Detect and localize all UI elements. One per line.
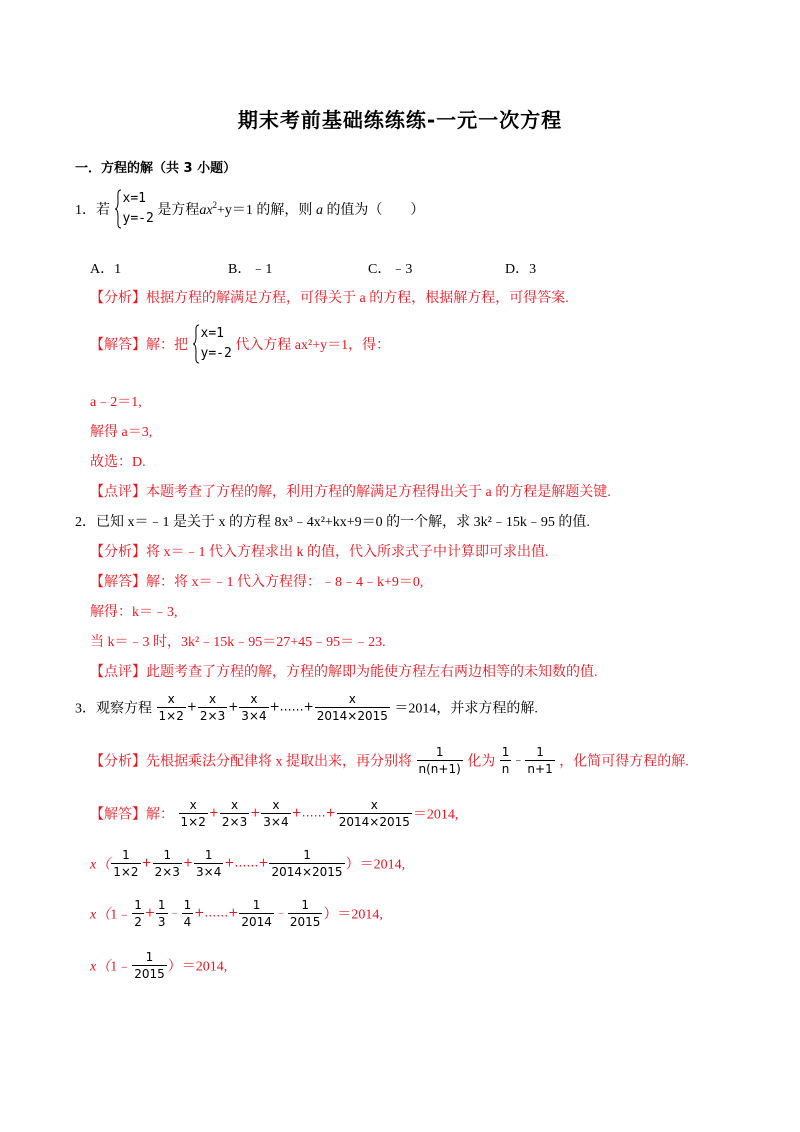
option-a: A．1 (90, 262, 122, 277)
frac-num: 1 (204, 848, 213, 862)
frac-den: 2014×2015 (338, 815, 410, 829)
frac-num: 1 (134, 898, 142, 912)
minus: ﹣ (274, 905, 287, 920)
frac-den: 2014 (241, 915, 272, 929)
frac-den: 2014×2015 (271, 865, 343, 879)
q3-line4 (90, 950, 227, 981)
frac-num: x (348, 692, 356, 706)
q3-solution: 【解答】解： $\frac{x}{1\times 2}$ + $\frac{x}{2\times 3}$ + $\frac{x}{3\times 4}$ +……+ $\frac{x}{2014\times 2015}$ ＝2014, (90, 798, 459, 829)
one-minus: 1﹣ (110, 907, 132, 923)
frac-num: 1 (252, 898, 261, 912)
ellipsis: +……+ (291, 805, 336, 820)
eq-tail: ＝2014, (412, 807, 459, 823)
fraction (132, 898, 144, 929)
frac-den: 2015 (134, 967, 165, 981)
frac-den: 1×2 (113, 865, 139, 879)
q1-solution (90, 324, 390, 364)
system-row-y: y=-2 (200, 346, 232, 361)
fraction (194, 848, 223, 879)
frac-den: 2×3 (221, 815, 248, 829)
fraction (417, 745, 463, 776)
system-row-y: y=-2 (122, 211, 154, 226)
question-2: 2．已知 x＝﹣1 是关于 x 的方程 8x³﹣4x²+kx+9＝0 的一个解，求 3k²﹣15k﹣95 的值. (75, 515, 590, 530)
fraction (261, 798, 290, 829)
q2-solution: 【解答】解：将 x＝﹣1 代入方程得：﹣8﹣4﹣k+9＝0, (90, 575, 424, 590)
frac-num: 1 (145, 950, 154, 964)
fraction (269, 848, 344, 879)
ellipsis: +……+ (224, 855, 269, 870)
option-c: C．﹣3 (368, 262, 413, 277)
fraction (239, 898, 274, 929)
x-close: ）＝2014, (323, 907, 383, 923)
frac-num: x (189, 798, 197, 812)
x-open: x（ (90, 907, 111, 923)
q3-analysis-b: 化为 (467, 754, 496, 770)
frac-den: 3×4 (241, 709, 267, 723)
fraction (132, 950, 167, 981)
frac-num: x (250, 692, 258, 706)
frac-den: 2×3 (199, 709, 226, 723)
frac-num: 1 (163, 848, 172, 862)
x-close: ）＝2014, (167, 959, 228, 975)
fraction (179, 798, 208, 829)
q1-line3: 故选：D. (90, 455, 146, 470)
frac-den: n(n+1) (418, 762, 461, 776)
frac-den: 2×3 (154, 865, 180, 879)
q3-analysis (90, 745, 689, 776)
q1-sol-suffix: 代入方程 ax²+y＝1，得： (235, 338, 391, 353)
frac-num: x (272, 798, 280, 812)
frac-den: 2014×2015 (316, 709, 388, 723)
fraction (288, 898, 323, 929)
system-row-x: x=1 (122, 191, 146, 206)
fraction (111, 848, 140, 879)
frac-num: 1 (122, 848, 130, 862)
q1-number: 1．若 (75, 203, 110, 218)
frac-num: 1 (183, 898, 192, 912)
q1-comment: 【点评】本题考查了方程的解，利用方程的解满足方程得出关于 a 的方程是解题关键. (90, 485, 611, 500)
frac-den: 2015 (289, 915, 321, 929)
ellipsis: +……+ (194, 905, 239, 920)
q3-line3: x（1﹣ $\frac{1}{2}$ + $\frac{1}{3}$ ﹣ $\frac{1}{4}$ +……+ $\frac{1}{2014}$ ﹣ $\frac{1}{2015}$ ）＝2014, (90, 898, 383, 929)
q3-line2: x（ $\frac{1}{1\times 2}$ + $\frac{1}{2\times 3}$ + $\frac{1}{3\times 4}$ +……+ $\frac{1}{2014\times 2015}$ ）＝2014, (90, 848, 406, 879)
q1-tail: 的值为（ ） (326, 203, 425, 218)
fraction (239, 692, 268, 723)
question-3: 3．观察方程 $\frac{x}{1\times 2}$ + $\frac{x}{2\times 3}$ + $\frac{x}{3\times 4}$ +……+ $\frac{x}{2014\times 2015}$ ＝2014，并求方程的解. (75, 692, 538, 723)
q1-line2: 解得 a＝3, (90, 425, 153, 440)
fraction (157, 692, 186, 723)
ellipsis: +……+ (269, 699, 314, 714)
q2-line1: 解得：k＝﹣3, (90, 605, 178, 620)
frac-den: 3×4 (263, 815, 289, 829)
fraction (525, 745, 554, 776)
option-d: D．3 (505, 262, 537, 277)
frac-num: 1 (301, 898, 309, 912)
q1-eq2: +y＝1 的解，则 (217, 203, 313, 218)
frac-num: x (370, 798, 378, 812)
q1-var: a (315, 203, 323, 218)
q1-analysis: 【分析】根据方程的解满足方程，可得关于 a 的方程，根据解方程，可得答案. (90, 291, 569, 306)
brace-icon (192, 324, 199, 364)
page-title: 期末考前基础练练练-一元一次方程 (237, 108, 563, 132)
frac-den: 3×4 (196, 865, 222, 879)
frac-num: x (167, 692, 175, 706)
system-row-x: x=1 (200, 326, 224, 341)
q1-text: 是方程 (157, 203, 200, 218)
q1-line1: a﹣2＝1, (90, 395, 142, 410)
q1-eq: ax (199, 203, 213, 218)
q3-sol-prefix: 【解答】解： (90, 807, 174, 823)
q2-analysis: 【分析】将 x＝﹣1 代入方程求出 k 的值，代入所求式子中计算即可求出值. (90, 545, 549, 560)
frac-den: 3 (157, 915, 166, 929)
fraction (156, 898, 168, 929)
equation-system (114, 189, 154, 229)
section-heading: 一．方程的解（共 3 小题） (75, 161, 237, 176)
fraction (220, 798, 249, 829)
frac-num: 1 (303, 848, 311, 862)
minus: ﹣ (168, 905, 181, 920)
frac-den: n+1 (527, 762, 553, 776)
q2-line2: 当 k＝﹣3 时，3k²﹣15k﹣95＝27+45﹣95＝﹣23. (90, 635, 386, 650)
frac-den: 2 (134, 915, 142, 929)
frac-den: n (500, 760, 512, 776)
question-1: 1．若 x=1 y=-2 是方程$ax^2+y=1$ 的解，则 a 的值为（ ） (75, 189, 424, 229)
frac-den: 4 (183, 915, 192, 929)
frac-num: x (231, 798, 239, 812)
x-open: x（ (90, 959, 111, 975)
fraction (315, 692, 390, 723)
one-minus: 1﹣ (110, 959, 132, 975)
frac-num: 1 (435, 745, 444, 759)
q3-analysis-c: ，化简可得方程的解. (559, 754, 689, 770)
q2-comment: 【点评】此题考查了方程的解，方程的解即为能使方程左右两边相等的未知数的值. (90, 665, 598, 680)
x-open: x（ (90, 857, 111, 873)
equation-system-2 (192, 324, 232, 364)
frac-den: 1×2 (158, 709, 184, 723)
fraction (153, 848, 182, 879)
frac-num: x (209, 692, 217, 706)
fraction (182, 898, 194, 929)
frac-num: 1 (157, 898, 166, 912)
minus: ﹣ (512, 752, 525, 767)
frac-den: 1×2 (180, 815, 206, 829)
q1-sol-prefix: 【解答】解：把 (90, 338, 188, 353)
fraction (500, 745, 512, 776)
fraction (198, 692, 227, 723)
frac-num: 1 (501, 745, 510, 759)
q3-suffix: ＝2014，并求方程的解. (394, 701, 538, 717)
frac-num: 1 (536, 745, 544, 759)
option-b: B．﹣1 (228, 262, 273, 277)
x-close: ）＝2014, (345, 857, 406, 873)
fraction (337, 798, 412, 829)
q3-analysis-a: 【分析】先根据乘法分配律将 x 提取出来，再分别将 (90, 754, 412, 770)
q3-prefix: 3．观察方程 (75, 701, 152, 717)
brace-icon (114, 189, 121, 229)
